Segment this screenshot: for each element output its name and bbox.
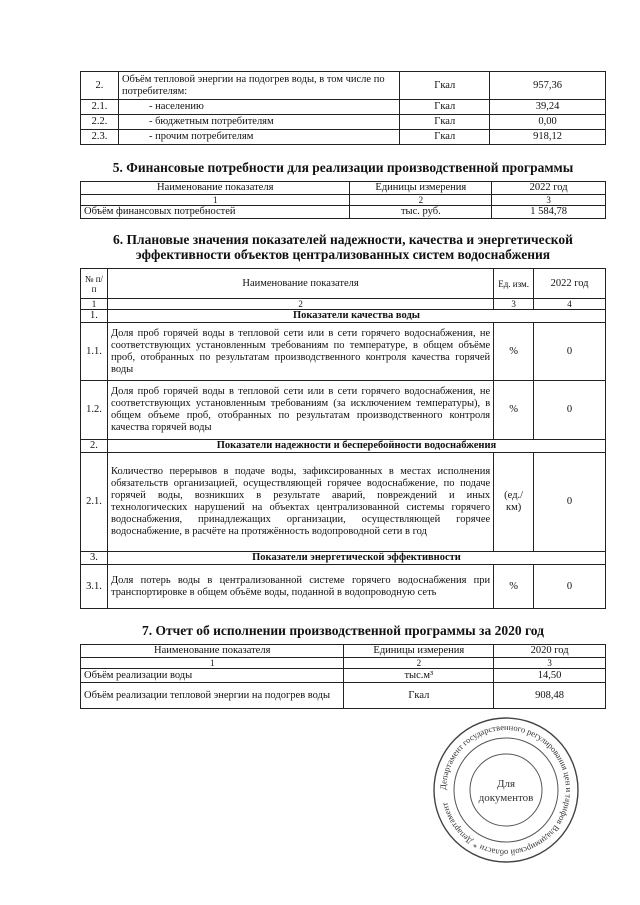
index-row bbox=[81, 195, 606, 206]
table-row bbox=[81, 453, 606, 552]
header-unit: Единицы измерения bbox=[350, 182, 492, 195]
row-unit: Гкал bbox=[400, 72, 490, 100]
group-row bbox=[81, 440, 606, 453]
row-unit: % bbox=[494, 565, 534, 609]
table-row bbox=[81, 669, 606, 683]
table-row bbox=[81, 565, 606, 609]
row-unit: % bbox=[494, 323, 534, 381]
header-name: Наименование показателя bbox=[81, 645, 344, 658]
index-cell: 2 bbox=[350, 195, 492, 206]
group-row bbox=[81, 552, 606, 565]
table-row bbox=[81, 130, 606, 145]
row-value: 957,36 bbox=[490, 72, 606, 100]
index-cell: 1 bbox=[81, 299, 108, 310]
row-unit: (ед./км) bbox=[494, 453, 534, 552]
row-text: Доля проб горячей воды в тепловой сети или в сети горячего водоснабжения, не соответствующих установленным требованиям (за исключением температуры), в общем объеме проб, отобранных по результатам производственного контроля качества горячей воды bbox=[107, 381, 493, 440]
group-num: 1. bbox=[81, 310, 108, 323]
header-num: № п/п bbox=[81, 269, 108, 299]
header-name: Наименование показателя bbox=[81, 182, 350, 195]
section5-table bbox=[80, 181, 606, 219]
stamp bbox=[431, 715, 581, 865]
group-title: Показатели энергетической эффективности bbox=[107, 552, 605, 565]
table-row bbox=[81, 72, 606, 100]
row-text: Количество перерывов в подаче воды, зафиксированных в местах исполнения обязательств организацией, осуществляющей горячее водоснабжение, по подаче горячей воды, возникших в результате аварий, повреждений и иных технологических нарушений на объектах централизованной системы горячего водоснабжения, принадлежащих организации, осуществляющей горячее водоснабжение, в расчёте на протяжённость водопроводной сети в год bbox=[107, 453, 493, 552]
header-year: 2022 год bbox=[534, 269, 606, 299]
section7-title: 7. Отчет об исполнении производственной программы за 2020 год bbox=[142, 623, 544, 638]
index-cell: 2 bbox=[107, 299, 493, 310]
row-unit: тыс.м³ bbox=[344, 669, 494, 683]
section7-table bbox=[80, 644, 606, 709]
row-num: 2. bbox=[81, 72, 119, 100]
row-num: 1.2. bbox=[81, 381, 108, 440]
header-row bbox=[81, 645, 606, 658]
row-num: 1.1. bbox=[81, 323, 108, 381]
row-name: - населению bbox=[118, 100, 399, 115]
table-row bbox=[81, 683, 606, 709]
row-value: 39,24 bbox=[490, 100, 606, 115]
row-unit: Гкал bbox=[344, 683, 494, 709]
stamp-ring-text: Департамент государственного регулирования цен и тарифов Владимирской области * Департамент bbox=[437, 721, 575, 859]
header-name: Наименование показателя bbox=[107, 269, 493, 299]
row-value: 908,48 bbox=[494, 683, 606, 709]
section6-title-line2: эффективности объектов централизованных систем водоснабжения bbox=[135, 247, 551, 262]
row-num: 2.2. bbox=[81, 115, 119, 130]
section6-table bbox=[80, 268, 606, 609]
row-text: Доля потерь воды в централизованной системе горячего водоснабжения при транспортировке в общем объёме воды, поданной в водопроводную сеть bbox=[107, 565, 493, 609]
header-unit: Единицы измерения bbox=[344, 645, 494, 658]
row-value: 0,00 bbox=[490, 115, 606, 130]
group-row bbox=[81, 310, 606, 323]
index-cell: 3 bbox=[494, 299, 534, 310]
section6-title-line1: 6. Плановые значения показателей надежности, качества и энергетической bbox=[113, 232, 573, 247]
row-name: Объём реализации воды bbox=[81, 669, 344, 683]
table-row bbox=[81, 100, 606, 115]
group-num: 3. bbox=[81, 552, 108, 565]
index-row bbox=[81, 299, 606, 310]
row-name: Объём финансовых потребностей bbox=[81, 206, 350, 219]
row-unit: Гкал bbox=[400, 115, 490, 130]
section5-title: 5. Финансовые потребности для реализации производственной программы bbox=[112, 160, 574, 175]
stamp-center-line2: документов bbox=[478, 792, 534, 804]
group-title: Показатели надежности и бесперебойности водоснабжения bbox=[107, 440, 605, 453]
row-unit: Гкал bbox=[400, 130, 490, 145]
row-text: Доля проб горячей воды в тепловой сети или в сети горячего водоснабжения, не соответствующих установленным требованиям по температуре, в общем объёме проб, отобранных по результатам производственного контроля качества горячей воды bbox=[107, 323, 493, 381]
header-row bbox=[81, 182, 606, 195]
index-cell: 4 bbox=[534, 299, 606, 310]
group-title: Показатели качества воды bbox=[107, 310, 605, 323]
row-unit: тыс. руб. bbox=[350, 206, 492, 219]
stamp-center-line1: Для bbox=[496, 778, 516, 790]
index-row bbox=[81, 658, 606, 669]
row-value: 918,12 bbox=[490, 130, 606, 145]
row-name: Объём тепловой энергии на подогрев воды, в том числе по потребителям: bbox=[118, 72, 399, 100]
group-num: 2. bbox=[81, 440, 108, 453]
table-row bbox=[81, 381, 606, 440]
row-unit: Гкал bbox=[400, 100, 490, 115]
row-value: 14,50 bbox=[494, 669, 606, 683]
row-num: 2.1. bbox=[81, 453, 108, 552]
header-row bbox=[81, 269, 606, 299]
row-num: 3.1. bbox=[81, 565, 108, 609]
row-num: 2.3. bbox=[81, 130, 119, 145]
index-cell: 3 bbox=[494, 658, 606, 669]
table-row bbox=[81, 206, 606, 219]
index-cell: 2 bbox=[344, 658, 494, 669]
table-row bbox=[81, 323, 606, 381]
row-unit: % bbox=[494, 381, 534, 440]
row-name: Объём реализации тепловой энергии на подогрев воды bbox=[81, 683, 344, 709]
row-value: 0 bbox=[534, 565, 606, 609]
header-year: 2020 год bbox=[494, 645, 606, 658]
row-value: 0 bbox=[534, 323, 606, 381]
stamp-graphic bbox=[431, 715, 581, 865]
row-name: - бюджетным потребителям bbox=[118, 115, 399, 130]
index-cell: 3 bbox=[492, 195, 606, 206]
section6-title bbox=[80, 232, 606, 262]
header-unit: Ед. изм. bbox=[494, 269, 534, 299]
index-cell: 1 bbox=[81, 195, 350, 206]
index-cell: 1 bbox=[81, 658, 344, 669]
row-num: 2.1. bbox=[81, 100, 119, 115]
row-value: 1 584,78 bbox=[492, 206, 606, 219]
row-value: 0 bbox=[534, 381, 606, 440]
row-value: 0 bbox=[534, 453, 606, 552]
row-name: - прочим потребителям bbox=[118, 130, 399, 145]
table-row bbox=[81, 115, 606, 130]
top-table bbox=[80, 71, 606, 145]
header-year: 2022 год bbox=[492, 182, 606, 195]
